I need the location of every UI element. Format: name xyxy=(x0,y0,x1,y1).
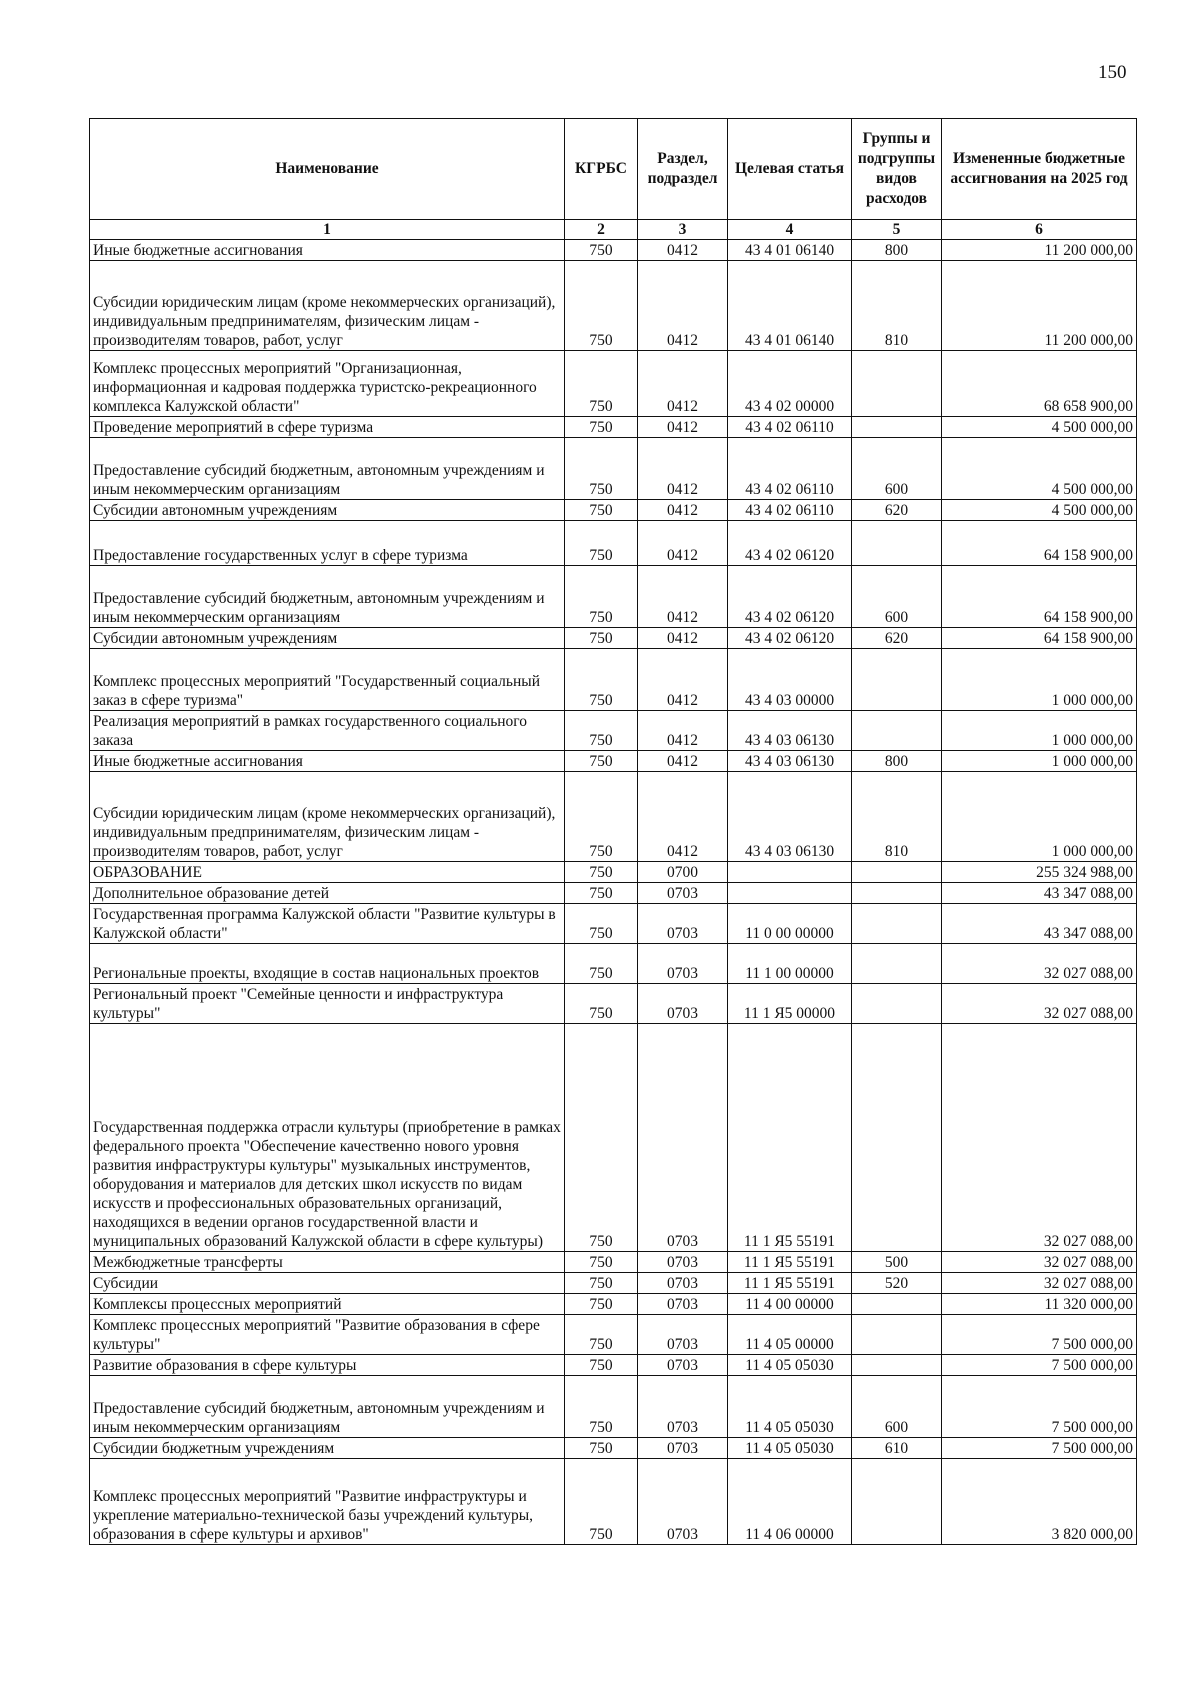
table-row xyxy=(90,1294,1137,1315)
row-name: Субсидии автономным учреждениям xyxy=(90,500,565,521)
row-vid xyxy=(852,944,942,984)
row-vid xyxy=(852,1024,942,1252)
row-razdel: 0412 xyxy=(638,751,728,772)
row-name: Предоставление субсидий бюджетным, автономным учреждениям и иным некоммерческим организациям xyxy=(90,438,565,500)
row-vid: 620 xyxy=(852,628,942,649)
table-row xyxy=(90,566,1137,628)
row-name: ОБРАЗОВАНИЕ xyxy=(90,862,565,883)
row-name: Предоставление субсидий бюджетным, автономным учреждениям и иным некоммерческим организациям xyxy=(90,566,565,628)
row-summa: 32 027 088,00 xyxy=(942,984,1137,1024)
row-summa: 1 000 000,00 xyxy=(942,649,1137,711)
table-row xyxy=(90,1273,1137,1294)
row-vid: 520 xyxy=(852,1273,942,1294)
row-vid xyxy=(852,351,942,417)
row-vid xyxy=(852,1315,942,1355)
row-celevaya: 43 4 02 06120 xyxy=(728,521,852,566)
row-kgrbs: 750 xyxy=(565,944,638,984)
table-row xyxy=(90,772,1137,862)
row-summa: 43 347 088,00 xyxy=(942,883,1137,904)
row-summa: 64 158 900,00 xyxy=(942,566,1137,628)
row-razdel: 0703 xyxy=(638,1355,728,1376)
row-celevaya xyxy=(728,862,852,883)
row-razdel: 0703 xyxy=(638,1459,728,1545)
row-summa: 11 200 000,00 xyxy=(942,240,1137,261)
header-vid: Группы и подгруппы видов расходов xyxy=(852,119,942,220)
row-celevaya: 11 4 05 05030 xyxy=(728,1376,852,1438)
row-name: Комплекс процессных мероприятий "Государственный социальный заказ в сфере туризма" xyxy=(90,649,565,711)
row-razdel: 0703 xyxy=(638,1376,728,1438)
header-kgrbs: КГРБС xyxy=(565,119,638,220)
row-vid xyxy=(852,984,942,1024)
row-vid: 600 xyxy=(852,438,942,500)
row-celevaya: 43 4 03 06130 xyxy=(728,711,852,751)
row-kgrbs: 750 xyxy=(565,521,638,566)
row-razdel: 0412 xyxy=(638,772,728,862)
row-summa: 7 500 000,00 xyxy=(942,1438,1137,1459)
table-row xyxy=(90,1459,1137,1545)
row-celevaya: 43 4 02 06110 xyxy=(728,417,852,438)
row-summa: 64 158 900,00 xyxy=(942,628,1137,649)
row-razdel: 0703 xyxy=(638,1315,728,1355)
row-name: Развитие образования в сфере культуры xyxy=(90,1355,565,1376)
row-name: Проведение мероприятий в сфере туризма xyxy=(90,417,565,438)
row-name: Комплекс процессных мероприятий "Развитие инфраструктуры и укрепление материально-технической базы учреждений культуры, образования в сфере культуры и архивов" xyxy=(90,1459,565,1545)
row-celevaya: 11 4 00 00000 xyxy=(728,1294,852,1315)
row-razdel: 0700 xyxy=(638,862,728,883)
row-summa: 7 500 000,00 xyxy=(942,1355,1137,1376)
row-kgrbs: 750 xyxy=(565,261,638,351)
row-vid xyxy=(852,1294,942,1315)
table-row xyxy=(90,649,1137,711)
row-summa: 7 500 000,00 xyxy=(942,1315,1137,1355)
row-razdel: 0412 xyxy=(638,240,728,261)
row-summa: 43 347 088,00 xyxy=(942,904,1137,944)
row-name: Субсидии бюджетным учреждениям xyxy=(90,1438,565,1459)
row-celevaya: 11 4 06 00000 xyxy=(728,1459,852,1545)
row-vid xyxy=(852,862,942,883)
header-celevaya: Целевая статья xyxy=(728,119,852,220)
row-summa: 255 324 988,00 xyxy=(942,862,1137,883)
table-row xyxy=(90,261,1137,351)
row-razdel: 0412 xyxy=(638,438,728,500)
table-row xyxy=(90,984,1137,1024)
row-kgrbs: 750 xyxy=(565,566,638,628)
row-vid: 500 xyxy=(852,1252,942,1273)
header-summa: Измененные бюджетные ассигнования на 2025 год xyxy=(942,119,1137,220)
row-razdel: 0703 xyxy=(638,1438,728,1459)
row-kgrbs: 750 xyxy=(565,438,638,500)
page-number: 150 xyxy=(1098,62,1127,83)
row-summa: 3 820 000,00 xyxy=(942,1459,1137,1545)
row-celevaya: 11 1 Я5 55191 xyxy=(728,1252,852,1273)
row-razdel: 0703 xyxy=(638,883,728,904)
header-razdel: Раздел, подраздел xyxy=(638,119,728,220)
row-vid: 600 xyxy=(852,566,942,628)
row-summa: 32 027 088,00 xyxy=(942,944,1137,984)
row-name: Комплексы процессных мероприятий xyxy=(90,1294,565,1315)
row-celevaya: 11 4 05 05030 xyxy=(728,1355,852,1376)
row-kgrbs: 750 xyxy=(565,649,638,711)
column-number: 4 xyxy=(728,220,852,240)
row-kgrbs: 750 xyxy=(565,1294,638,1315)
row-celevaya: 43 4 03 06130 xyxy=(728,751,852,772)
table-row xyxy=(90,1252,1137,1273)
row-razdel: 0703 xyxy=(638,1294,728,1315)
table-row xyxy=(90,1355,1137,1376)
row-summa: 32 027 088,00 xyxy=(942,1024,1137,1252)
table-row xyxy=(90,862,1137,883)
row-kgrbs: 750 xyxy=(565,711,638,751)
row-kgrbs: 750 xyxy=(565,1273,638,1294)
row-kgrbs: 750 xyxy=(565,628,638,649)
row-celevaya: 43 4 02 06110 xyxy=(728,438,852,500)
row-celevaya: 43 4 02 06110 xyxy=(728,500,852,521)
table-row xyxy=(90,883,1137,904)
row-name: Комплекс процессных мероприятий "Организационная, информационная и кадровая поддержка туристско-рекреационного комплекса Калужской области" xyxy=(90,351,565,417)
row-vid: 810 xyxy=(852,772,942,862)
row-name: Реализация мероприятий в рамках государственного социального заказа xyxy=(90,711,565,751)
row-name: Государственная поддержка отрасли культуры (приобретение в рамках федерального проекта "Обеспечение качественно нового уровня развития инфраструктуры культуры" музыкальных инструментов, оборудования и материалов для детских школ искусств по видам искусств и профессиональных образовательных организаций, находящихся в ведении органов государственной власти и муниципальных образований Калужской области в сфере культуры) xyxy=(90,1024,565,1252)
row-kgrbs: 750 xyxy=(565,1315,638,1355)
row-summa: 4 500 000,00 xyxy=(942,417,1137,438)
row-celevaya: 11 1 00 00000 xyxy=(728,944,852,984)
row-razdel: 0412 xyxy=(638,500,728,521)
table-row xyxy=(90,351,1137,417)
row-name: Иные бюджетные ассигнования xyxy=(90,751,565,772)
row-vid: 810 xyxy=(852,261,942,351)
row-razdel: 0703 xyxy=(638,1252,728,1273)
row-summa: 11 320 000,00 xyxy=(942,1294,1137,1315)
row-celevaya: 11 1 Я5 55191 xyxy=(728,1024,852,1252)
row-kgrbs: 750 xyxy=(565,500,638,521)
row-name: Комплекс процессных мероприятий "Развитие образования в сфере культуры" xyxy=(90,1315,565,1355)
row-celevaya: 43 4 02 00000 xyxy=(728,351,852,417)
row-kgrbs: 750 xyxy=(565,1355,638,1376)
row-summa: 32 027 088,00 xyxy=(942,1252,1137,1273)
row-vid: 800 xyxy=(852,240,942,261)
row-razdel: 0703 xyxy=(638,944,728,984)
row-kgrbs: 750 xyxy=(565,751,638,772)
row-summa: 1 000 000,00 xyxy=(942,711,1137,751)
table-row xyxy=(90,904,1137,944)
row-name: Дополнительное образование детей xyxy=(90,883,565,904)
row-kgrbs: 750 xyxy=(565,1376,638,1438)
column-number: 3 xyxy=(638,220,728,240)
row-kgrbs: 750 xyxy=(565,1252,638,1273)
row-kgrbs: 750 xyxy=(565,772,638,862)
row-kgrbs: 750 xyxy=(565,1024,638,1252)
row-celevaya: 43 4 02 06120 xyxy=(728,566,852,628)
row-name: Субсидии xyxy=(90,1273,565,1294)
row-celevaya xyxy=(728,883,852,904)
row-name: Региональный проект "Семейные ценности и инфраструктура культуры" xyxy=(90,984,565,1024)
header-name: Наименование xyxy=(90,119,565,220)
budget-allocation-table xyxy=(89,118,1137,1545)
row-kgrbs: 750 xyxy=(565,904,638,944)
row-summa: 4 500 000,00 xyxy=(942,500,1137,521)
row-celevaya: 11 4 05 05030 xyxy=(728,1438,852,1459)
column-number: 2 xyxy=(565,220,638,240)
row-celevaya: 11 1 Я5 55191 xyxy=(728,1273,852,1294)
row-summa: 32 027 088,00 xyxy=(942,1273,1137,1294)
row-vid: 610 xyxy=(852,1438,942,1459)
column-number: 5 xyxy=(852,220,942,240)
row-vid xyxy=(852,904,942,944)
row-name: Субсидии юридическим лицам (кроме некоммерческих организаций), индивидуальным предпринимателям, физическим лицам - производителям товаров, работ, услуг xyxy=(90,261,565,351)
row-vid xyxy=(852,1459,942,1545)
row-razdel: 0412 xyxy=(638,521,728,566)
row-vid xyxy=(852,521,942,566)
row-vid xyxy=(852,711,942,751)
column-number: 6 xyxy=(942,220,1137,240)
row-kgrbs: 750 xyxy=(565,240,638,261)
row-celevaya: 11 0 00 00000 xyxy=(728,904,852,944)
row-celevaya: 43 4 02 06120 xyxy=(728,628,852,649)
row-name: Предоставление субсидий бюджетным, автономным учреждениям и иным некоммерческим организациям xyxy=(90,1376,565,1438)
row-razdel: 0703 xyxy=(638,1273,728,1294)
row-kgrbs: 750 xyxy=(565,1438,638,1459)
row-celevaya: 43 4 03 06130 xyxy=(728,772,852,862)
row-name: Предоставление государственных услуг в сфере туризма xyxy=(90,521,565,566)
row-celevaya: 43 4 03 00000 xyxy=(728,649,852,711)
row-vid: 600 xyxy=(852,1376,942,1438)
row-kgrbs: 750 xyxy=(565,862,638,883)
row-vid xyxy=(852,417,942,438)
row-vid xyxy=(852,883,942,904)
row-kgrbs: 750 xyxy=(565,883,638,904)
row-name: Региональные проекты, входящие в состав национальных проектов xyxy=(90,944,565,984)
row-summa: 7 500 000,00 xyxy=(942,1376,1137,1438)
row-kgrbs: 750 xyxy=(565,1459,638,1545)
row-razdel: 0703 xyxy=(638,904,728,944)
table-row xyxy=(90,944,1137,984)
table-row xyxy=(90,1315,1137,1355)
row-razdel: 0412 xyxy=(638,417,728,438)
table-row xyxy=(90,240,1137,261)
row-razdel: 0412 xyxy=(638,351,728,417)
column-number: 1 xyxy=(90,220,565,240)
column-numbers-row xyxy=(90,220,1137,240)
row-name: Иные бюджетные ассигнования xyxy=(90,240,565,261)
table-row xyxy=(90,417,1137,438)
header-row xyxy=(90,119,1137,220)
row-razdel: 0412 xyxy=(638,711,728,751)
row-vid xyxy=(852,649,942,711)
row-summa: 64 158 900,00 xyxy=(942,521,1137,566)
table-row xyxy=(90,711,1137,751)
row-name: Межбюджетные трансферты xyxy=(90,1252,565,1273)
row-vid: 620 xyxy=(852,500,942,521)
row-razdel: 0703 xyxy=(638,1024,728,1252)
row-summa: 1 000 000,00 xyxy=(942,751,1137,772)
row-razdel: 0412 xyxy=(638,566,728,628)
table-row xyxy=(90,1024,1137,1252)
table-row xyxy=(90,628,1137,649)
row-kgrbs: 750 xyxy=(565,351,638,417)
row-name: Субсидии юридическим лицам (кроме некоммерческих организаций), индивидуальным предпринимателям, физическим лицам - производителям товаров, работ, услуг xyxy=(90,772,565,862)
row-name: Государственная программа Калужской области "Развитие культуры в Калужской области" xyxy=(90,904,565,944)
row-summa: 4 500 000,00 xyxy=(942,438,1137,500)
row-kgrbs: 750 xyxy=(565,417,638,438)
table-row xyxy=(90,1438,1137,1459)
table-row xyxy=(90,438,1137,500)
row-razdel: 0703 xyxy=(638,984,728,1024)
row-celevaya: 43 4 01 06140 xyxy=(728,240,852,261)
table-row xyxy=(90,521,1137,566)
table-row xyxy=(90,1376,1137,1438)
row-summa: 11 200 000,00 xyxy=(942,261,1137,351)
table-row xyxy=(90,500,1137,521)
row-vid: 800 xyxy=(852,751,942,772)
row-razdel: 0412 xyxy=(638,261,728,351)
row-name: Субсидии автономным учреждениям xyxy=(90,628,565,649)
row-summa: 1 000 000,00 xyxy=(942,772,1137,862)
row-celevaya: 43 4 01 06140 xyxy=(728,261,852,351)
table-row xyxy=(90,751,1137,772)
row-celevaya: 11 4 05 00000 xyxy=(728,1315,852,1355)
row-vid xyxy=(852,1355,942,1376)
row-celevaya: 11 1 Я5 00000 xyxy=(728,984,852,1024)
row-kgrbs: 750 xyxy=(565,984,638,1024)
row-razdel: 0412 xyxy=(638,649,728,711)
row-summa: 68 658 900,00 xyxy=(942,351,1137,417)
row-razdel: 0412 xyxy=(638,628,728,649)
